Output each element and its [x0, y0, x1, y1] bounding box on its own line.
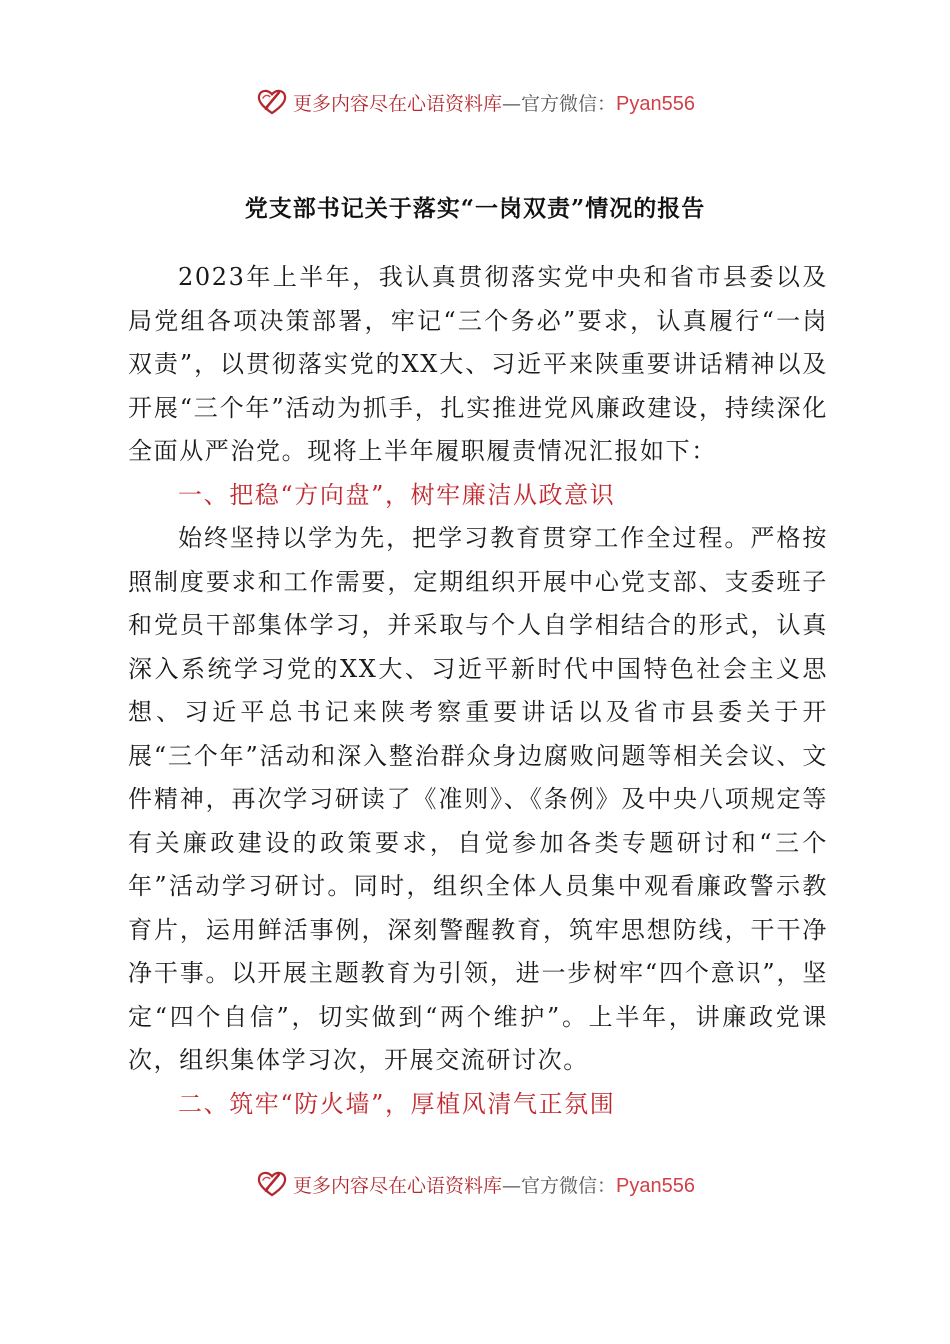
watermark-main-text: 更多内容尽在心语资料库	[293, 92, 503, 115]
heart-pen-logo-icon	[255, 1167, 289, 1201]
watermark-main-text: 更多内容尽在心语资料库	[293, 1174, 503, 1197]
watermark-top	[0, 82, 950, 122]
section-1-paragraph: 始终坚持以学为先，把学习教育贯穿工作全过程。严格按照制度要求和工作需要，定期组织开展中心党支部、支委班子和党员干部集体学习，并采取与个人自学相结合的形式，认真深入系统学习党的XX大、习近平新时代中国特色社会主义思想、习近平总书记来陕考察重要讲话以及省市县委关于开展“三个年”活动和深入整治群众身边腐败问题等相关会议、文件精神，再次学习研读了《准则》、《条例》及中央八项规定等有关廉政建设的政策要求，自觉参加各类专题研讨和“三个年”活动学习研讨。同时，组织全体人员集中观看廉政警示教育片，运用鲜活事例，深刻警醒教育，筑牢思想防线，干干净净干事。以开展主题教育为引领，进一步树牢“四个意识”，坚定“四个自信”，切实做到“两个维护”。上半年，讲廉政党课次，组织集体学习次，开展交流研讨次。	[128, 524, 828, 1074]
document-body	[128, 256, 828, 1126]
watermark-wechat-label: 官方微信：	[521, 1174, 617, 1197]
watermark-separator: —	[502, 1174, 522, 1197]
watermark-separator: —	[502, 92, 522, 115]
watermark-wechat-id: Pyan556	[616, 1174, 695, 1197]
section-heading-1: 一、把稳“方向盘”，树牢廉洁从政意识	[178, 480, 616, 509]
watermark-bottom	[0, 1164, 950, 1204]
watermark-wechat-label: 官方微信：	[521, 92, 617, 115]
watermark-wechat-id: Pyan556	[616, 92, 695, 115]
watermark-text	[293, 1171, 695, 1198]
intro-paragraph: 2023年上半年，我认真贯彻落实党中央和省市县委以及局党组各项决策部署，牢记“三个务必”要求，认真履行“一岗双责”，以贯彻落实党的XX大、习近平来陕重要讲话精神以及开展“三个年”活动为抓手，扎实推进党风廉政建设，持续深化全面从严治党。现将上半年履职履责情况汇报如下：	[128, 263, 828, 465]
watermark-text	[293, 89, 695, 116]
section-heading-2: 二、筑牢“防火墙”，厚植风清气正氛围	[178, 1089, 616, 1118]
document-title: 党支部书记关于落实“一岗双责”情况的报告	[244, 195, 706, 222]
heart-pen-logo-icon	[255, 85, 289, 119]
